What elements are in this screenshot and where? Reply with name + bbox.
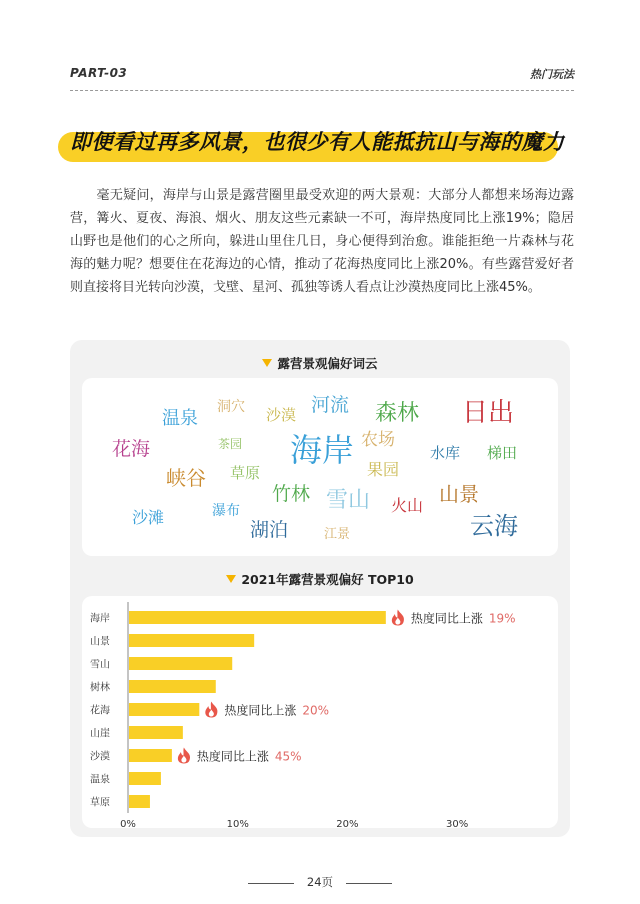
y-tick-label: 雪山 <box>90 659 110 671</box>
cloud-word: 水库 <box>430 444 461 462</box>
bar <box>129 657 232 670</box>
chart-heading <box>70 570 570 588</box>
cloud-word: 雪山 <box>326 488 371 513</box>
footer-line-right <box>346 883 392 884</box>
page-title: 即便看过再多风景，也很少有人能抵抗山与海的魔力 <box>70 130 565 154</box>
cloud-word: 沙漠 <box>266 406 297 424</box>
wordcloud-heading <box>70 354 570 372</box>
y-tick-label: 海岸 <box>90 613 110 625</box>
section-label: 热门玩法 <box>530 68 574 81</box>
cloud-word: 日出 <box>462 398 515 428</box>
bar <box>129 772 161 785</box>
body-text: 毫无疑问，海岸与山景是露营圈里最受欢迎的两大景观：大部分人都想来场海边露营，篝火、夏夜、海浪、烟火、朋友这些元素缺一不可，海岸热度同比上涨19%；隐居山野也是他们的心之所向，躲进山里住几日，身心便得到治愈。谁能拒绝一片森林与花海的魅力呢？想要住在花海边的心情，推动了花海热度同比上涨20%。有些露营爱好者则直接将目光转向沙漠，戈壁、星河、孤独等诱人看点让沙漠热度同比上涨45%。 <box>70 188 574 295</box>
x-tick-label: 30% <box>446 819 469 828</box>
cloud-word: 农场 <box>361 430 395 450</box>
y-tick-label: 树林 <box>90 682 110 694</box>
cloud-word: 竹林 <box>272 483 311 505</box>
y-tick-label: 草原 <box>90 797 110 809</box>
y-tick-label: 山崖 <box>90 728 110 740</box>
x-tick-label: 10% <box>226 819 249 828</box>
cloud-word: 山景 <box>439 482 479 506</box>
page-number: 24页 <box>306 875 334 889</box>
cloud-word: 洞穴 <box>217 399 245 415</box>
y-tick-label: 花海 <box>90 705 110 717</box>
word-cloud <box>82 378 558 556</box>
cloud-word: 云海 <box>470 512 518 540</box>
cloud-word: 温泉 <box>162 408 198 429</box>
bar-annotation-value: 20% <box>302 703 329 718</box>
bar-annotation-value: 19% <box>488 611 516 626</box>
bar-annotation-label: 热度同比上涨 <box>410 611 483 626</box>
body-paragraph <box>70 184 574 299</box>
page-footer <box>0 874 640 894</box>
triangle-icon <box>262 359 272 367</box>
cloud-word: 江景 <box>324 527 351 542</box>
cloud-word: 沙滩 <box>132 508 165 527</box>
cloud-word: 果园 <box>367 460 400 479</box>
cloud-word: 海岸 <box>290 431 355 469</box>
page-header <box>70 66 574 84</box>
cloud-word: 花海 <box>112 438 151 460</box>
chart-heading-text: 2021年露营景观偏好 TOP10 <box>241 572 414 587</box>
bar-chart-card <box>82 596 558 828</box>
cloud-word: 火山 <box>391 496 424 515</box>
cloud-word: 湖泊 <box>250 519 289 541</box>
cloud-word: 梯田 <box>487 444 518 462</box>
bar-chart <box>82 596 558 828</box>
bar <box>129 726 183 739</box>
cloud-word: 茶园 <box>218 437 243 451</box>
bar-annotation-label: 热度同比上涨 <box>196 749 269 764</box>
wordcloud-heading-text: 露营景观偏好词云 <box>277 356 378 371</box>
header-divider <box>70 90 574 91</box>
part-label: PART-03 <box>70 66 128 80</box>
flame-icon <box>178 748 190 764</box>
title-block <box>58 120 578 166</box>
y-tick-label: 温泉 <box>90 774 110 786</box>
cloud-word: 草原 <box>230 464 261 482</box>
y-tick-label: 沙漠 <box>90 751 110 763</box>
bar <box>129 703 199 716</box>
cloud-word: 峡谷 <box>166 466 206 490</box>
bar <box>129 680 216 693</box>
bar <box>129 795 150 808</box>
triangle-icon <box>226 575 236 583</box>
bar <box>129 749 172 762</box>
x-tick-label: 20% <box>336 819 359 828</box>
cloud-word: 瀑布 <box>212 503 240 519</box>
bar-annotation-label: 热度同比上涨 <box>224 703 297 718</box>
flame-icon <box>205 702 217 718</box>
bar-annotation-value: 45% <box>274 749 302 764</box>
cloud-word: 森林 <box>375 401 420 426</box>
flame-icon <box>392 610 404 626</box>
bar <box>129 634 254 647</box>
infographic-panel <box>70 340 570 837</box>
bar <box>129 611 386 624</box>
x-tick-label: 0% <box>120 819 136 828</box>
cloud-word: 河流 <box>311 394 350 416</box>
y-tick-label: 山景 <box>90 636 110 648</box>
